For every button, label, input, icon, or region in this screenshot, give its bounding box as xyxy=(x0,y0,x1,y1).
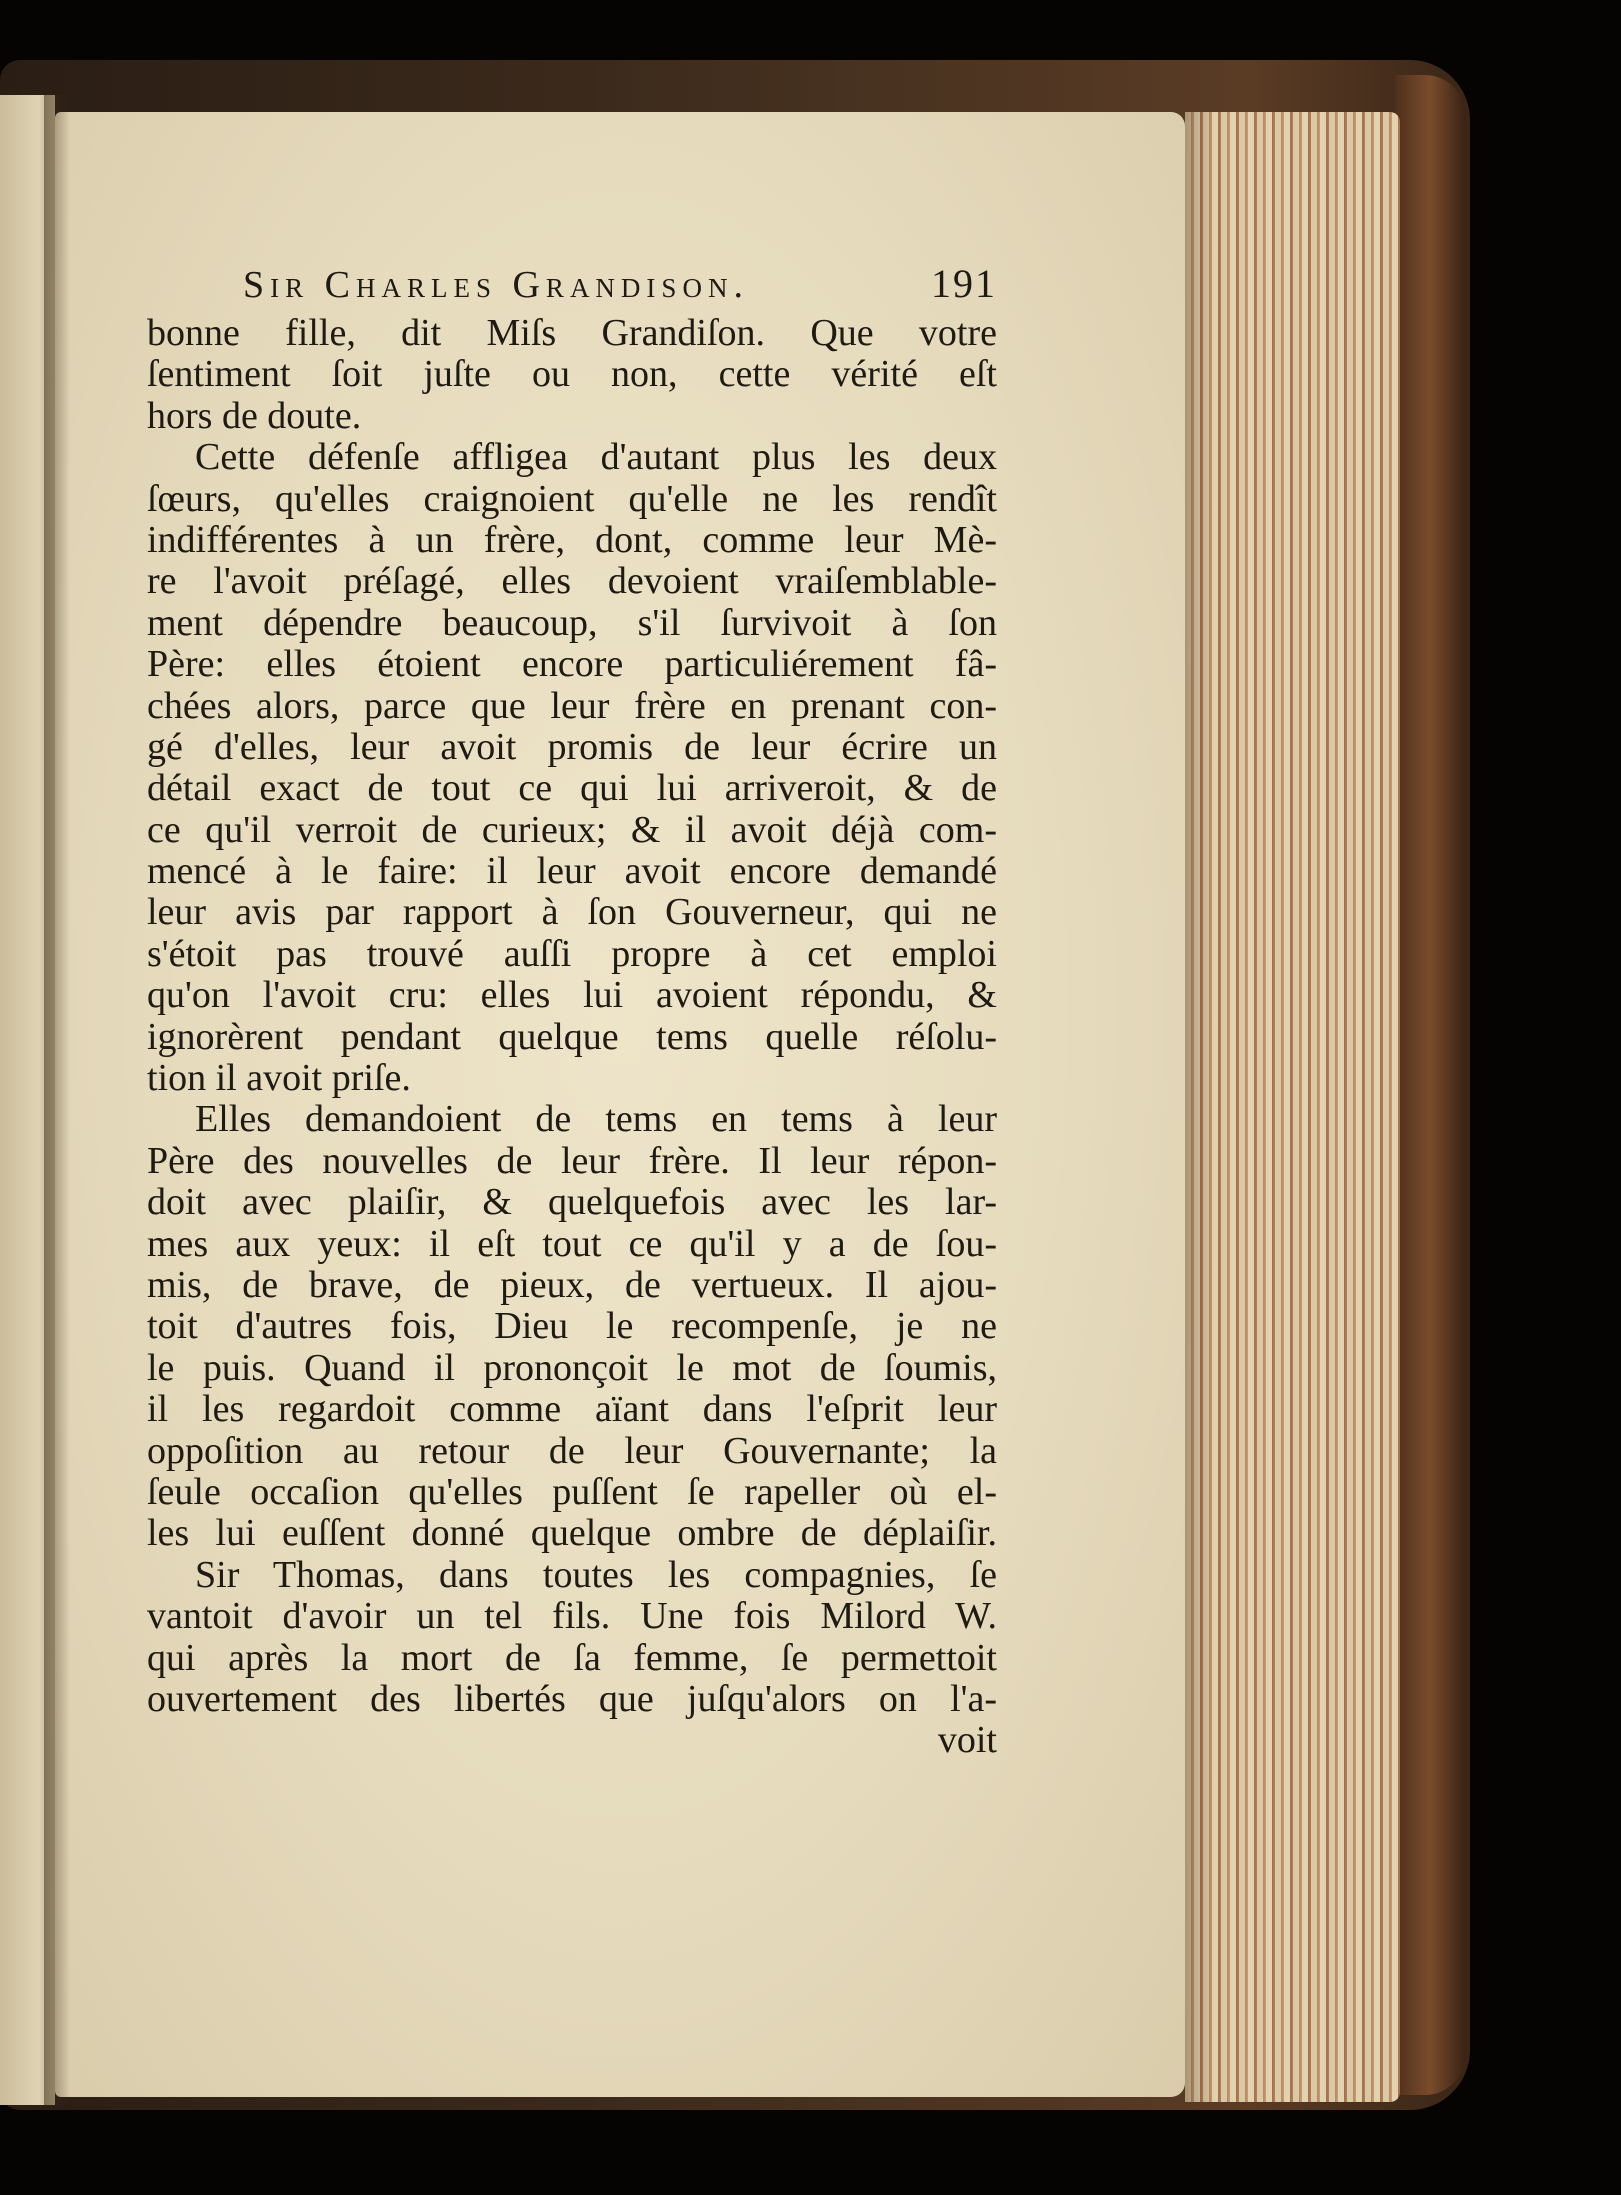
fore-edge-shadow xyxy=(1185,112,1215,2102)
text-line: s'étoit pas trouvé auſſi propre à cet emploi xyxy=(147,933,997,975)
fore-edge-page-stack xyxy=(1185,112,1400,2102)
text-line: Elles demandoient de tems en tems à leur xyxy=(195,1099,997,1141)
text-line: les lui euſſent donné quelque ombre de déplaiſir. xyxy=(147,1513,997,1555)
running-head xyxy=(243,262,997,307)
text-line: hors de doute. xyxy=(147,395,362,437)
text-line: ouvertement des libertés que juſqu'alors on l'a- xyxy=(147,1678,997,1720)
text-line: voit xyxy=(937,1720,997,1762)
text-line: ce qu'il verroit de curieux; & il avoit déjà com- xyxy=(147,809,997,851)
text-line: qu'on l'avoit cru: elles lui avoient répondu, & xyxy=(147,975,997,1017)
text-line: indifférentes à un frère, dont, comme leur Mè- xyxy=(147,519,997,561)
text-line: bonne fille, dit Miſs Grandiſon. Que votre xyxy=(147,313,997,354)
body-text xyxy=(147,313,997,1762)
text-line: ment dépendre beaucoup, s'il ſurvivoit à ſon xyxy=(147,602,997,644)
text-line: gé d'elles, leur avoit promis de leur écrire un xyxy=(147,726,997,768)
binding-spine-edge xyxy=(1395,75,1465,2095)
text-line: ignorèrent pendant quelque tems quelle réſolu- xyxy=(147,1016,997,1058)
text-line: Père des nouvelles de leur frère. Il leur répon- xyxy=(147,1140,997,1182)
text-line: mes aux yeux: il eſt tout ce qu'il y a de ſou- xyxy=(147,1223,997,1265)
text-line: ſentiment ſoit juſte ou non, cette vérité eſt xyxy=(147,354,997,396)
text-line: tion il avoit priſe. xyxy=(147,1058,411,1100)
page-gutter-shadow xyxy=(44,95,70,2105)
text-line: le puis. Quand il prononçoit le mot de ſoumis, xyxy=(147,1347,997,1389)
text-line: ſœurs, qu'elles craignoient qu'elle ne les rendît xyxy=(147,478,997,520)
text-line: chées alors, parce que leur frère en prenant con- xyxy=(147,685,997,727)
page-number: 191 xyxy=(931,261,997,306)
text-line: doit avec plaiſir, & quelquefois avec les lar- xyxy=(147,1182,997,1224)
text-line: ſeule occaſion qu'elles puſſent ſe rapeller où el- xyxy=(147,1471,997,1513)
text-line: mencé à le faire: il leur avoit encore demandé xyxy=(147,851,997,893)
text-line: mis, de brave, de pieux, de vertueux. Il ajou- xyxy=(147,1264,997,1306)
text-line: re l'avoit préſagé, elles devoient vraiſemblable- xyxy=(147,561,997,603)
running-head-title: Sir Charles Grandison. xyxy=(243,264,749,306)
text-line: détail exact de tout ce qui lui arriveroit, & de xyxy=(147,768,997,810)
text-line: toit d'autres fois, Dieu le recompenſe, je ne xyxy=(147,1306,997,1348)
text-line: vantoit d'avoir un tel fils. Une fois Milord W. xyxy=(147,1596,997,1638)
text-line: Cette défenſe affligea d'autant plus les deux xyxy=(195,437,997,479)
text-line: Père: elles étoient encore particuliérement fâ- xyxy=(147,644,997,686)
text-line: il les regardoit comme aïant dans l'eſprit leur xyxy=(147,1389,997,1431)
text-block xyxy=(147,262,997,1762)
text-line: leur avis par rapport à ſon Gouverneur, qui ne xyxy=(147,892,997,934)
text-line: Sir Thomas, dans toutes les compagnies, ſe xyxy=(195,1554,997,1596)
text-line: qui après la mort de ſa femme, ſe permettoit xyxy=(147,1637,997,1679)
text-line: oppoſition au retour de leur Gouvernante; la xyxy=(147,1430,997,1472)
